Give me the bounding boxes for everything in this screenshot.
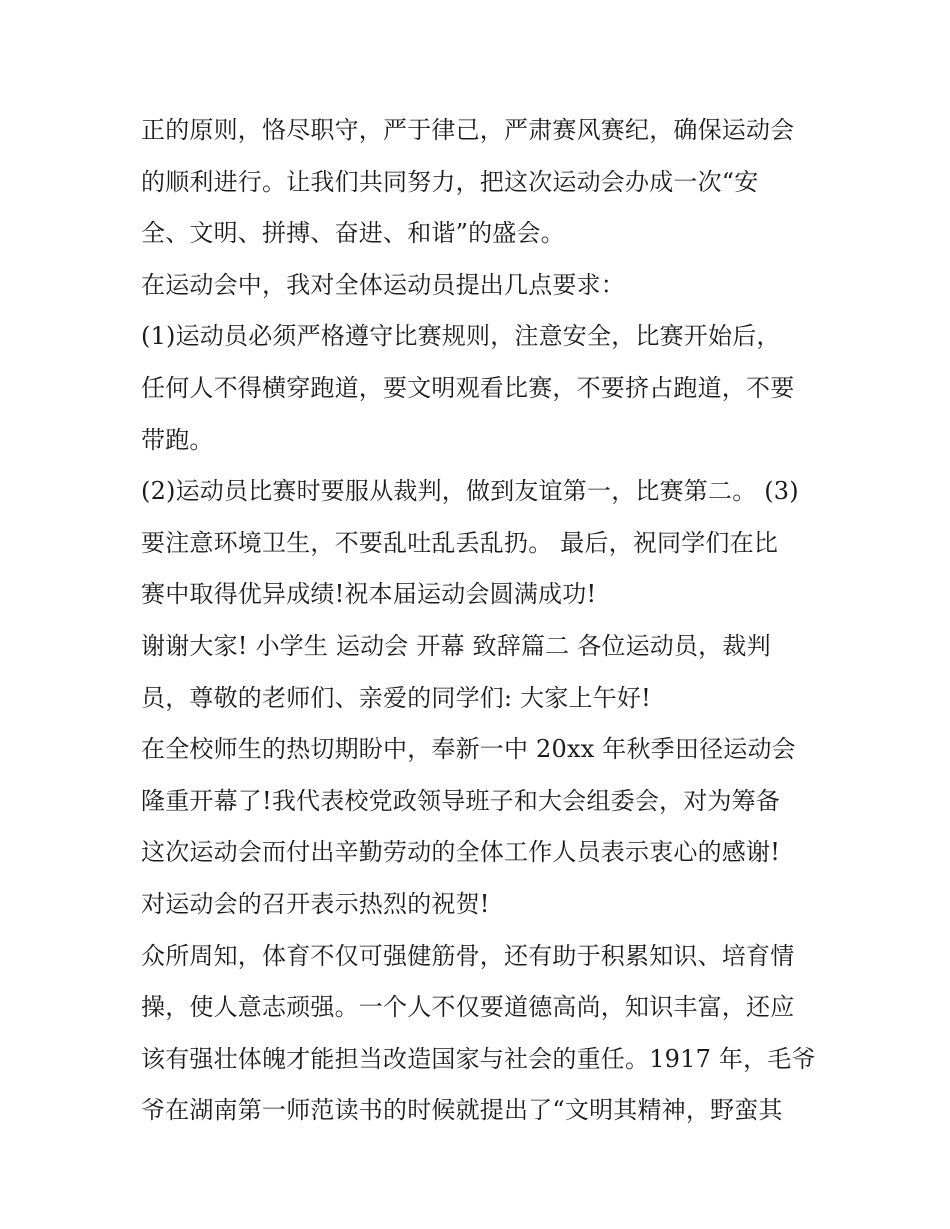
text-line: 众所周知，体育不仅可强健筋骨，还有助于积累知识、培育情 [141, 941, 795, 970]
text-line: 的顺利进行。让我们共同努力，把这次运动会办成一次“安 [141, 167, 759, 196]
text-line: 隆重开幕了!我代表校党政领导班子和大会组委会，对为筹备 [141, 786, 781, 815]
text-line: 爷在湖南第一师范读书的时候就提出了“文明其精神，野蛮其 [141, 1096, 783, 1125]
text-line: (2)运动员比赛时要服从裁判，做到友谊第一，比赛第二。 (3) [141, 477, 799, 506]
text-line: 谢谢大家! 小学生 运动会 开幕 致辞篇二 各位运动员，裁判 [141, 631, 771, 660]
text-line: 对运动会的召开表示热烈的祝贺! [141, 889, 490, 918]
text-line: 员，尊敬的老师们、亲爱的同学们: 大家上午好! [141, 683, 651, 712]
text-line: 带跑。 [141, 425, 214, 454]
text-line: 该有强壮体魄才能担当改造国家与社会的重任。1917 年，毛爷 [141, 1044, 816, 1073]
text-line: 正的原则，恪尽职守，严于律己，严肃赛风赛纪，确保运动会 [141, 116, 795, 144]
text-line: 这次运动会而付出辛勤劳动的全体工作人员表示衷心的感谢! [141, 838, 781, 867]
text-line: 任何人不得横穿跑道，要文明观看比赛，不要挤占跑道，不要 [141, 373, 795, 402]
text-line: (1)运动员必须严格遵守比赛规则，注意安全，比赛开始后， [141, 322, 781, 351]
text-line: 要注意环境卫生，不要乱吐乱丢乱扔。 最后，祝同学们在比 [141, 528, 779, 557]
body-text [141, 105, 821, 1137]
text-line: 全、文明、拼搏、奋进、和谐”的盛会。 [141, 219, 565, 248]
text-line: 在运动会中，我对全体运动员提出几点要求： [141, 270, 625, 299]
text-line: 在全校师生的热切期盼中，奉新一中 20xx 年秋季田径运动会 [141, 735, 796, 764]
text-line: 赛中取得优异成绩!祝本届运动会圆满成功! [141, 580, 597, 609]
text-line: 操，使人意志顽强。一个人不仅要道德高尚，知识丰富，还应 [141, 993, 795, 1022]
